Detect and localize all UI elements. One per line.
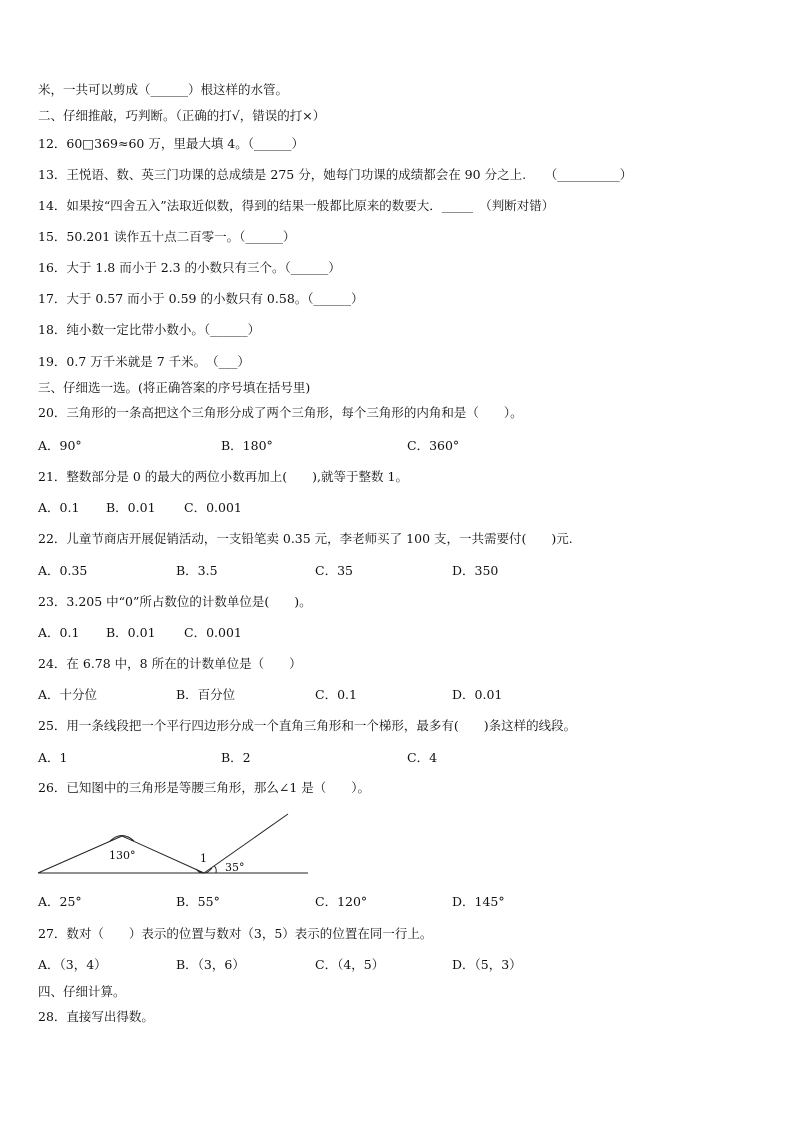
- question-25-options: [38, 750, 758, 766]
- question-27-options: [38, 957, 758, 973]
- question-26-options: [38, 894, 758, 910]
- question-23: 23．3.205 中“0”所占数位的计数单位是( )。: [38, 594, 312, 609]
- question-20-options: [38, 438, 758, 454]
- section-2-heading: 二、仔细推敲，巧判断。（正确的打√，错误的打×）: [38, 108, 326, 123]
- question-17: 17．大于 0.57 而小于 0.59 的小数只有 0.58。（______）: [38, 291, 364, 306]
- question-21-options: [38, 500, 758, 516]
- question-20: 20．三角形的一条高把这个三角形分成了两个三角形，每个三角形的内角和是（ ）。: [38, 405, 523, 420]
- question-16: 16．大于 1.8 而小于 2.3 的小数只有三个。（______）: [38, 260, 341, 275]
- option-b: B．0.01: [106, 500, 156, 515]
- line-continuation: 米，一共可以剪成（______）根这样的水管。: [38, 82, 289, 97]
- question-12: 12．60□369≈60 万，里最大填 4。（______）: [38, 136, 305, 151]
- option-c: C．120°: [315, 894, 368, 909]
- extended-ray: [204, 814, 288, 873]
- angle-1-label: 1: [200, 852, 207, 865]
- outer-angle-label: 35°: [225, 861, 245, 874]
- question-15: 15．50.201 读作五十点二百零一。（______）: [38, 229, 296, 244]
- question-18: 18．纯小数一定比带小数小。（______）: [38, 322, 261, 337]
- outer-angle-arc: [214, 866, 216, 873]
- option-b: B．（3，6）: [176, 957, 245, 972]
- option-a: A．90°: [38, 438, 82, 453]
- section-3-heading: 三、仔细选一选。(将正确答案的序号填在括号里): [38, 380, 311, 395]
- question-23-options: [38, 625, 758, 641]
- option-d: D．0.01: [452, 687, 503, 702]
- question-19: 19．0.7 万千米就是 7 千米。 （___）: [38, 354, 250, 369]
- option-b: B．百分位: [176, 687, 236, 702]
- option-b: B．55°: [176, 894, 220, 909]
- question-28: 28．直接写出得数。: [38, 1009, 154, 1024]
- question-25: 25．用一条线段把一个平行四边形分成一个直角三角形和一个梯形，最多有( )条这样的线段。: [38, 718, 577, 733]
- option-b: B．180°: [221, 438, 273, 453]
- option-d: D．（5，3）: [452, 957, 522, 972]
- option-a: A．十分位: [38, 687, 98, 702]
- apex-angle-label: 130°: [109, 849, 136, 862]
- question-27: 27．数对（ ）表示的位置与数对（3，5）表示的位置在同一行上。: [38, 926, 433, 941]
- option-c: C．4: [407, 750, 438, 765]
- option-c: C．（4，5）: [315, 957, 385, 972]
- option-c: C．0.1: [315, 687, 357, 702]
- question-24-options: [38, 687, 758, 703]
- option-b: B．2: [221, 750, 251, 765]
- option-c: C．0.001: [184, 500, 242, 515]
- question-22-options: [38, 563, 758, 579]
- isosceles-triangle-figure: [36, 808, 311, 878]
- option-a: A．25°: [38, 894, 82, 909]
- question-26: 26．已知图中的三角形是等腰三角形，那么∠1 是（ ）。: [38, 780, 371, 795]
- question-13: 13．王悦语、数、英三门功课的总成绩是 275 分，她每门功课的成绩都会在 90 分之上. （__________）: [38, 167, 633, 182]
- option-c: C．360°: [407, 438, 460, 453]
- question-14: 14．如果按“四舍五入”法取近似数，得到的结果一般都比原来的数要大．_____ （判断对错）: [38, 198, 555, 213]
- question-21: 21．整数部分是 0 的最大的两位小数再加上( ),就等于整数 1。: [38, 469, 408, 484]
- option-d: D．145°: [452, 894, 505, 909]
- option-a: A．0.1: [38, 500, 80, 515]
- question-24: 24．在 6.78 中，8 所在的计数单位是（ ）: [38, 656, 302, 671]
- option-b: B．3.5: [176, 563, 218, 578]
- option-c: C．0.001: [184, 625, 242, 640]
- option-b: B．0.01: [106, 625, 156, 640]
- option-a: A．0.35: [38, 563, 88, 578]
- section-4-heading: 四、仔细计算。: [38, 984, 126, 999]
- question-22: 22．儿童节商店开展促销活动，一支铅笔卖 0.35 元，李老师买了 100 支，一共需要付( )元.: [38, 531, 573, 546]
- option-a: A．（3，4）: [38, 957, 107, 972]
- option-d: D．350: [452, 563, 499, 578]
- option-a: A．0.1: [38, 625, 80, 640]
- option-a: A．1: [38, 750, 68, 765]
- option-c: C．35: [315, 563, 353, 578]
